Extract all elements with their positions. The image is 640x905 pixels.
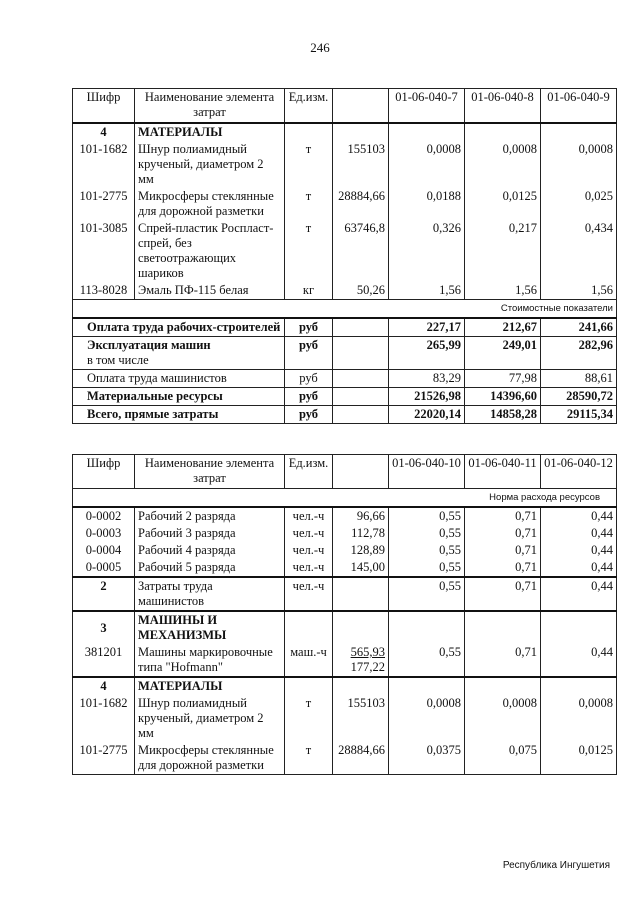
- row-price: 28884,66: [333, 742, 389, 775]
- row-unit: маш.-ч: [285, 644, 333, 677]
- norm-header-row: [73, 489, 617, 508]
- row-value-1: 0,55: [389, 559, 465, 577]
- row-price: 128,89: [333, 542, 389, 559]
- table-row: [73, 542, 617, 559]
- row-value-3: 0,44: [541, 559, 617, 577]
- cost-subtitle: в том числе: [87, 352, 149, 367]
- row-value-1: 0,55: [389, 577, 465, 611]
- empty-cell: [465, 677, 541, 695]
- cost-unit: руб: [285, 405, 333, 423]
- section-number: 4: [73, 123, 135, 141]
- row-price: 28884,66: [333, 188, 389, 220]
- empty-cell: [333, 387, 389, 405]
- header-col-1: 01-06-040-7: [389, 89, 465, 123]
- row-value-2: 0,71: [465, 525, 541, 542]
- row-name: Эмаль ПФ-115 белая: [135, 282, 285, 300]
- row-unit: чел.-ч: [285, 577, 333, 611]
- row-unit: т: [285, 220, 333, 282]
- table-row: [73, 507, 617, 525]
- row-value-3: 0,44: [541, 525, 617, 542]
- table-header: [73, 455, 617, 489]
- row-value-2: 1,56: [465, 282, 541, 300]
- cost-name: Материальные ресурсы: [73, 387, 285, 405]
- row-value-3: 0,44: [541, 644, 617, 677]
- empty-cell: [541, 123, 617, 141]
- row-name: Рабочий 4 разряда: [135, 542, 285, 559]
- row-value-1: 0,55: [389, 542, 465, 559]
- cost-row: [73, 405, 617, 423]
- cost-value-2: 14858,28: [465, 405, 541, 423]
- section-row: [73, 123, 617, 141]
- row-value-3: 1,56: [541, 282, 617, 300]
- row-name: Микросферы стеклянные для дорожной разметки: [135, 188, 285, 220]
- cost-value-3: 88,61: [541, 369, 617, 387]
- row-price: 155103: [333, 695, 389, 742]
- cost-header-row: [73, 299, 617, 318]
- row-value-1: 0,0008: [389, 695, 465, 742]
- resource-table-1: [72, 88, 617, 424]
- row-value-2: 0,217: [465, 220, 541, 282]
- header-code: Шифр: [73, 455, 135, 489]
- row-code: 0-0004: [73, 542, 135, 559]
- row-code: 113-8028: [73, 282, 135, 300]
- header-unit: Ед.изм.: [285, 455, 333, 489]
- section-number: 4: [73, 677, 135, 695]
- row-value-1: 0,326: [389, 220, 465, 282]
- header-col-3: 01-06-040-9: [541, 89, 617, 123]
- table-row: [73, 742, 617, 775]
- cost-value-3: 282,96: [541, 336, 617, 369]
- row-value-1: 0,0188: [389, 188, 465, 220]
- row-value-1: 0,55: [389, 644, 465, 677]
- row-value-3: 0,44: [541, 542, 617, 559]
- table-row: [73, 220, 617, 282]
- row-value-2: 0,0125: [465, 188, 541, 220]
- empty-cell: [333, 336, 389, 369]
- row-value-3: 0,44: [541, 577, 617, 611]
- empty-cell: [333, 405, 389, 423]
- cost-name: Всего, прямые затраты: [73, 405, 285, 423]
- empty-cell: [389, 677, 465, 695]
- table-row: [73, 695, 617, 742]
- cost-row: [73, 336, 617, 369]
- row-value-3: 0,025: [541, 188, 617, 220]
- row-name: Микросферы стеклянные для дорожной разметки: [135, 742, 285, 775]
- header-col-3: 01-06-040-12: [541, 455, 617, 489]
- section-row: [73, 677, 617, 695]
- row-price: 50,26: [333, 282, 389, 300]
- row-code: 381201: [73, 644, 135, 677]
- empty-cell: [333, 577, 389, 611]
- row-value-1: 1,56: [389, 282, 465, 300]
- cost-row: [73, 318, 617, 337]
- row-unit: т: [285, 742, 333, 775]
- empty-cell: [285, 123, 333, 141]
- cost-row: [73, 387, 617, 405]
- header-name: Наименование элемента затрат: [135, 455, 285, 489]
- cost-value-3: 28590,72: [541, 387, 617, 405]
- row-value-2: 0,71: [465, 507, 541, 525]
- section-title: МАТЕРИАЛЫ: [135, 677, 285, 695]
- header-unit: Ед.изм.: [285, 89, 333, 123]
- cost-unit: руб: [285, 387, 333, 405]
- cost-unit: руб: [285, 369, 333, 387]
- row-price: 112,78: [333, 525, 389, 542]
- cost-value-1: 83,29: [389, 369, 465, 387]
- row-price: 145,00: [333, 559, 389, 577]
- row-value-1: 0,55: [389, 525, 465, 542]
- header-col-2: 01-06-040-11: [465, 455, 541, 489]
- cost-value-3: 29115,34: [541, 405, 617, 423]
- page-number: 246: [310, 40, 330, 55]
- footer-region: Республика Ингушетия: [502, 860, 610, 871]
- row-code: 101-1682: [73, 695, 135, 742]
- cost-row: [73, 369, 617, 387]
- row-code: 0-0002: [73, 507, 135, 525]
- empty-cell: [541, 611, 617, 644]
- row-name: Спрей-пластик Роспласт-спрей, без светоотражающих шариков: [135, 220, 285, 282]
- empty-cell: [465, 611, 541, 644]
- table-row: [73, 188, 617, 220]
- cost-value-1: 227,17: [389, 318, 465, 337]
- row-unit: т: [285, 188, 333, 220]
- section-number: 3: [73, 611, 135, 644]
- row-name: Рабочий 2 разряда: [135, 507, 285, 525]
- row-name: Рабочий 5 разряда: [135, 559, 285, 577]
- row-code: 101-3085: [73, 220, 135, 282]
- row-code: 0-0003: [73, 525, 135, 542]
- row-code: 101-2775: [73, 742, 135, 775]
- row-code: 2: [73, 577, 135, 611]
- row-unit: чел.-ч: [285, 507, 333, 525]
- row-code: 101-1682: [73, 141, 135, 188]
- row-unit: кг: [285, 282, 333, 300]
- header-col-1: 01-06-040-10: [389, 455, 465, 489]
- row-name: Шнур полиамидный крученый, диаметром 2 мм: [135, 695, 285, 742]
- empty-cell: [285, 611, 333, 644]
- row-unit: т: [285, 695, 333, 742]
- cost-value-1: 21526,98: [389, 387, 465, 405]
- row-unit: чел.-ч: [285, 542, 333, 559]
- cost-header: Стоимостные показатели: [73, 299, 617, 318]
- cost-name: Оплата труда машинистов: [73, 369, 285, 387]
- table-row: [73, 141, 617, 188]
- table-row: [73, 525, 617, 542]
- table-row: [73, 644, 617, 677]
- row-unit: чел.-ч: [285, 525, 333, 542]
- cost-value-2: 249,01: [465, 336, 541, 369]
- row-price: 96,66: [333, 507, 389, 525]
- row-name: Машины маркировочные типа "Hofmann": [135, 644, 285, 677]
- header-code: Шифр: [73, 89, 135, 123]
- resource-table-2: [72, 454, 617, 775]
- cost-unit: руб: [285, 318, 333, 337]
- row-name: Рабочий 3 разряда: [135, 525, 285, 542]
- section-title: МАТЕРИАЛЫ: [135, 123, 285, 141]
- empty-cell: [389, 123, 465, 141]
- row-price: 565,93: [350, 645, 385, 659]
- empty-cell: [333, 611, 389, 644]
- cost-value-2: 14396,60: [465, 387, 541, 405]
- table-row: [73, 559, 617, 577]
- section-title: МАШИНЫ И МЕХАНИЗМЫ: [135, 611, 285, 644]
- header-name: Наименование элемента затрат: [135, 89, 285, 123]
- header-price: [333, 89, 389, 123]
- cost-unit: руб: [285, 336, 333, 369]
- row-name: Затраты труда машинистов: [135, 577, 285, 611]
- empty-cell: [465, 123, 541, 141]
- cost-value-1: 265,99: [389, 336, 465, 369]
- row-value-2: 0,71: [465, 559, 541, 577]
- row-value-2: 0,0008: [465, 141, 541, 188]
- row-value-3: 0,0125: [541, 742, 617, 775]
- row-code: 0-0005: [73, 559, 135, 577]
- row-price-secondary: 177,22: [350, 660, 385, 674]
- row-code: 101-2775: [73, 188, 135, 220]
- empty-cell: [333, 123, 389, 141]
- row-value-2: 0,075: [465, 742, 541, 775]
- empty-cell: [333, 677, 389, 695]
- row-price: 155103: [333, 141, 389, 188]
- table-header: [73, 89, 617, 123]
- row-value-1: 0,0375: [389, 742, 465, 775]
- row-value-2: 0,0008: [465, 695, 541, 742]
- row-unit: т: [285, 141, 333, 188]
- empty-cell: [333, 369, 389, 387]
- cost-value-3: 241,66: [541, 318, 617, 337]
- cost-value-1: 22020,14: [389, 405, 465, 423]
- empty-cell: [389, 611, 465, 644]
- section-row: [73, 611, 617, 644]
- table-row: [73, 282, 617, 300]
- header-price: [333, 455, 389, 489]
- row-value-2: 0,71: [465, 577, 541, 611]
- cost-value-2: 77,98: [465, 369, 541, 387]
- cost-name: Оплата труда рабочих-строителей: [73, 318, 285, 337]
- row-value-3: 0,0008: [541, 141, 617, 188]
- cost-name: Эксплуатация машин: [87, 337, 211, 352]
- row-value-3: 0,0008: [541, 695, 617, 742]
- empty-cell: [541, 677, 617, 695]
- header-col-2: 01-06-040-8: [465, 89, 541, 123]
- cost-name-cell: [73, 336, 285, 369]
- row-value-1: 0,0008: [389, 141, 465, 188]
- empty-cell: [285, 677, 333, 695]
- row-price: 63746,8: [333, 220, 389, 282]
- norm-header: Норма расхода ресурсов: [73, 489, 617, 508]
- labor-row: [73, 577, 617, 611]
- empty-cell: [333, 318, 389, 337]
- row-price-cell: [333, 644, 389, 677]
- row-value-2: 0,71: [465, 644, 541, 677]
- row-value-3: 0,44: [541, 507, 617, 525]
- row-value-3: 0,434: [541, 220, 617, 282]
- row-value-1: 0,55: [389, 507, 465, 525]
- row-unit: чел.-ч: [285, 559, 333, 577]
- cost-value-2: 212,67: [465, 318, 541, 337]
- row-name: Шнур полиамидный крученый, диаметром 2 мм: [135, 141, 285, 188]
- row-value-2: 0,71: [465, 542, 541, 559]
